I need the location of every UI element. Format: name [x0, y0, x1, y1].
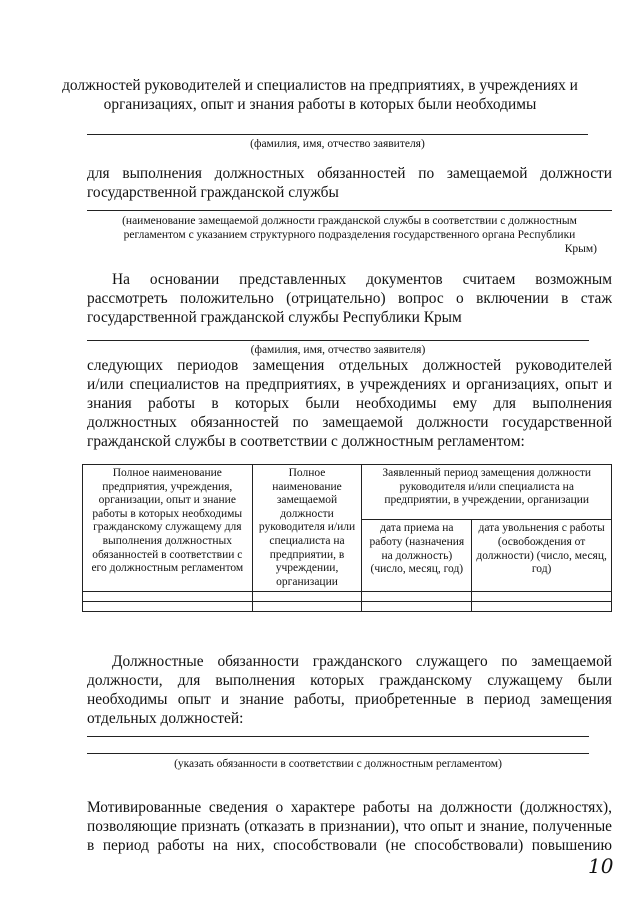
periods-paragraph [87, 356, 612, 451]
table-cell [472, 592, 612, 602]
table-cell [83, 602, 253, 612]
caption-fio-1: (фамилия, имя, отчество заявителя) [250, 138, 425, 150]
table-cell [252, 602, 362, 612]
obligations-line-2: должности, для выполнения которых гражданскому служащему были [87, 672, 612, 689]
periods-line-2: и/или специалистов на предприятиях, в учреждениях и организациях, опыт и [87, 376, 612, 393]
table-row [83, 602, 612, 612]
caption-position-line-3: Крым) [564, 243, 597, 255]
motivation-line-1: Мотивированные сведения о характере работы на должности (должностях), [87, 799, 612, 816]
table-cell [362, 602, 472, 612]
table-cell [472, 602, 612, 612]
table-cell [362, 592, 472, 602]
table-cell [252, 592, 362, 602]
header-position: Полное наименование замещаемой должности руководителя и/или специалиста на предприятии, в учреждении, организации [252, 465, 362, 592]
table-cell [83, 592, 253, 602]
header-organization: Полное наименование предприятия, учреждения, организации, опыт и знание работы в которых необходимы гражданскому служащему для выполнения должностных обязанностей в соответствии с его должностным регламентом [83, 465, 253, 592]
fio-blank-line-1 [87, 134, 588, 135]
basis-line-1: На основании представленных документов считаем возможным [112, 271, 612, 288]
employment-periods-table [82, 464, 612, 612]
fio-blank-line-2 [87, 340, 589, 341]
motivation-paragraph [87, 798, 612, 855]
page-number: 10 [588, 854, 614, 878]
duties-line-2: государственной гражданской службы [87, 184, 339, 201]
intro-line-2: организациях, опыт и знания работы в которых были необходимы [103, 96, 537, 113]
position-blank-line [87, 210, 612, 211]
caption-position-line-1: (наименование замещаемой должности гражданской службы в соответствии с должностным [122, 215, 577, 227]
periods-line-5: гражданской службы в соответствии с должностным регламентом: [87, 433, 525, 450]
obligations-line-1: Должностные обязанности гражданского служащего по замещаемой [112, 653, 612, 670]
header-end-date: дата увольнения с работы (освобождения от должности) (число, месяц, год) [472, 520, 612, 592]
periods-line-1: следующих периодов замещения отдельных должностей руководителей [87, 357, 612, 374]
caption-position-line-2: регламентом с указанием структурного подразделения государственного органа Республики [123, 229, 576, 241]
caption-position [82, 214, 617, 256]
basis-paragraph [87, 270, 612, 327]
caption-fio-2: (фамилия, имя, отчество заявителя) [250, 344, 426, 356]
obligations-paragraph [87, 652, 612, 728]
obligations-blank-line-2 [87, 753, 589, 754]
table-row [83, 592, 612, 602]
periods-line-3: знания работы в которых были необходимы ему для выполнения [87, 395, 612, 412]
obligations-blank-line-1 [87, 736, 589, 737]
header-period-group: Заявленный период замещения должности руководителя и/или специалиста на предприятии, в учреждении, организации [362, 465, 612, 520]
periods-line-4: должностных обязанностей по замещаемой должности государственной [87, 414, 612, 431]
header-start-date: дата приема на работу (назначения на должность) (число, месяц, год) [362, 520, 472, 592]
basis-line-2: рассмотреть положительно (отрицательно) вопрос о включении в стаж [87, 290, 612, 307]
obligations-line-3: необходимы опыт и знание работы, приобретенные в период замещения [87, 691, 612, 708]
motivation-line-3: в период работы на них, способствовали (не способствовали) повышению [87, 837, 612, 854]
duties-line-1: для выполнения должностных обязанностей по замещаемой должности [87, 165, 612, 182]
intro-paragraph [60, 76, 580, 114]
basis-line-3: государственной гражданской службы Республики Крым [87, 309, 462, 326]
caption-obligations: (указать обязанности в соответствии с должностным регламентом) [174, 758, 502, 770]
motivation-line-2: позволяющие признать (отказать в признании), что опыт и знание, полученные [87, 818, 612, 835]
intro-line-1: должностей руководителей и специалистов на предприятиях, в учреждениях и [62, 77, 578, 94]
duties-paragraph [87, 164, 612, 202]
table-header-row [83, 465, 612, 520]
obligations-line-4: отдельных должностей: [87, 710, 244, 727]
